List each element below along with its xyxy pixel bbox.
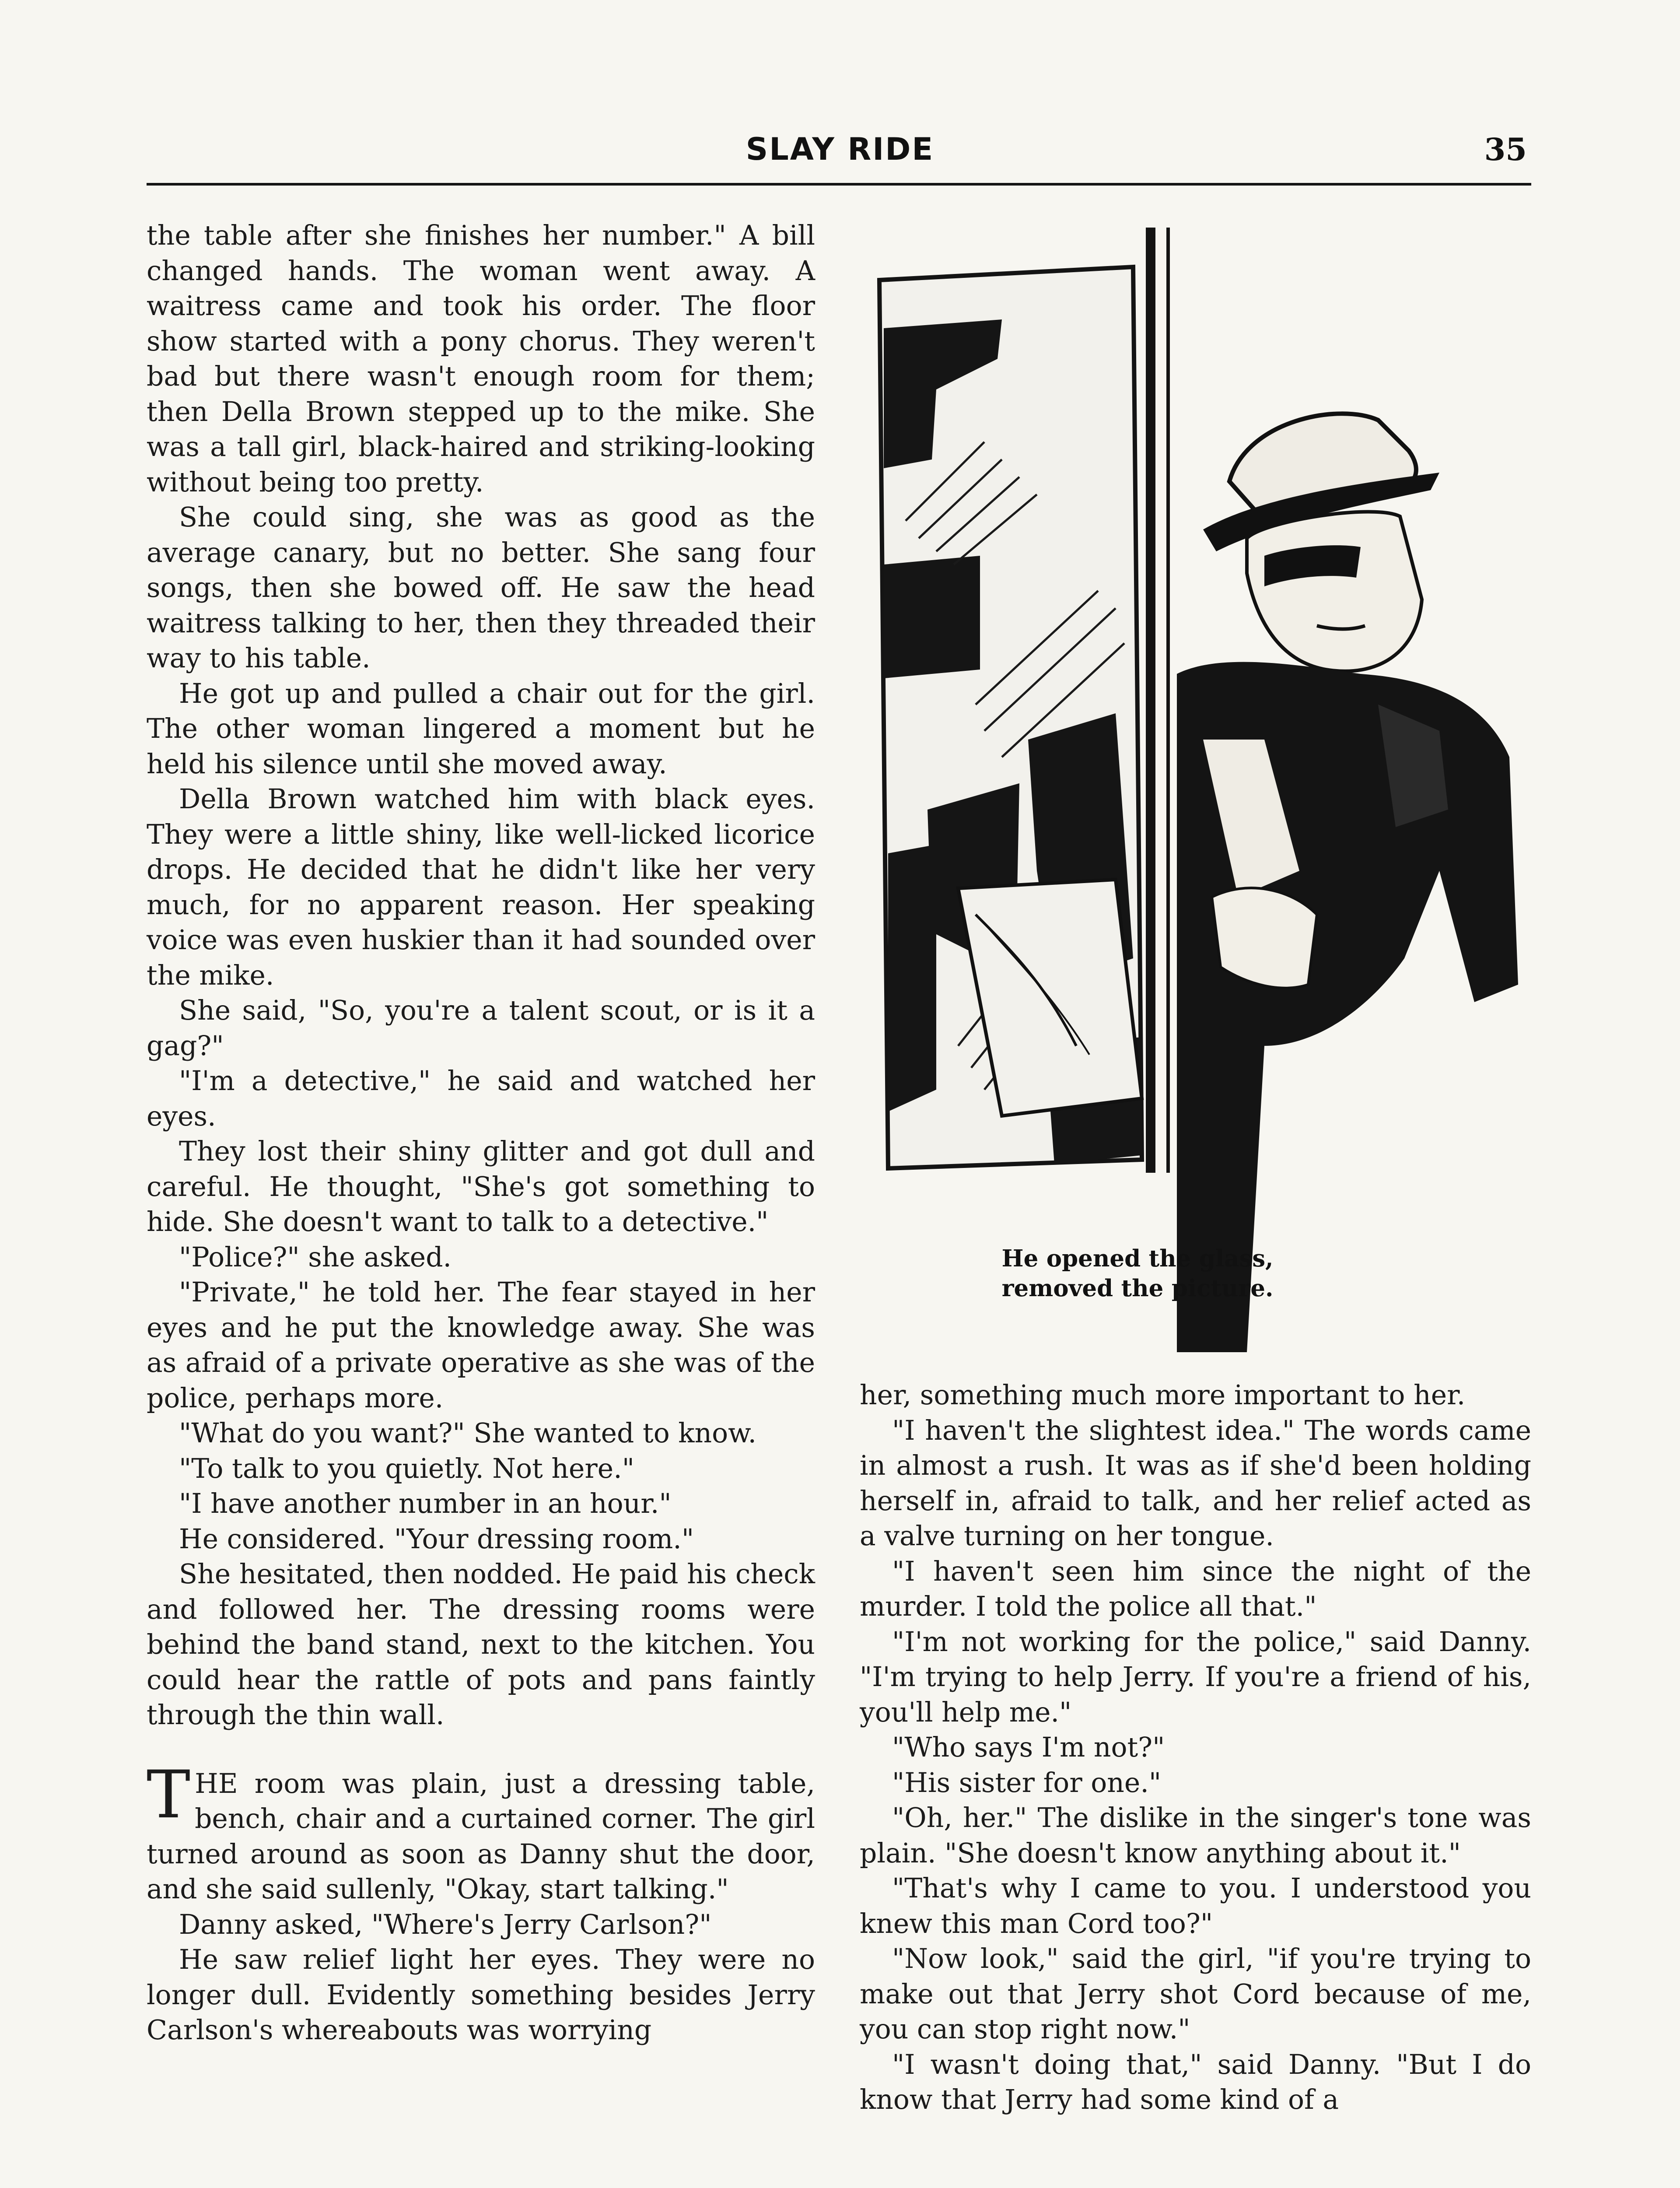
page-number: 35 bbox=[1484, 131, 1527, 168]
left-text-column bbox=[147, 218, 815, 2048]
paragraph: She said, "So, you're a talent scout, or is it a gag?" bbox=[147, 995, 815, 1062]
paragraph: "I haven't the slightest idea." The words came in almost a rush. It was as if she'd been holding herself in, afraid to talk, and her relief acted as a valve turning on her tongue. bbox=[860, 1414, 1531, 1552]
paragraph: "His sister for one." bbox=[892, 1767, 1162, 1799]
caption-line: removed the picture. bbox=[1001, 1275, 1274, 1302]
story-illustration bbox=[871, 214, 1536, 1352]
paragraph: "I'm a detective," he said and watched her eyes. bbox=[147, 1065, 815, 1132]
paragraph: "I'm not working for the police," said Danny. "I'm trying to help Jerry. If you're a friend of his, you'll help me." bbox=[860, 1626, 1531, 1728]
section-break bbox=[147, 1733, 815, 1766]
illustration-caption bbox=[932, 1244, 1343, 1303]
header-rule bbox=[147, 183, 1531, 186]
paragraph: the table after she finishes her number." A bill changed hands. The woman went away. A waitress came and took his order. The floor show started with a pony chorus. They weren't bad but there wasn't enough room for them; then Della Brown stepped up to the mike. She was a tall girl, black-haired and striking-looking without being too pretty. bbox=[147, 220, 815, 498]
paragraph: They lost their shiny glitter and got dull and careful. He thought, "She's got something to hide. She doesn't want to talk to a detective." bbox=[147, 1136, 815, 1238]
paragraph: her, something much more important to her. bbox=[860, 1379, 1466, 1411]
paragraph: "I have another number in an hour." bbox=[179, 1488, 672, 1519]
section-opening-paragraph bbox=[147, 1757, 815, 1907]
paragraph: He considered. "Your dressing room." bbox=[179, 1523, 694, 1555]
paragraph: He got up and pulled a chair out for the girl. The other woman lingered a moment but he held his silence until she moved away. bbox=[147, 677, 815, 780]
paragraph: "To talk to you quietly. Not here." bbox=[179, 1452, 635, 1484]
detective-figure bbox=[1177, 414, 1518, 1352]
paragraph: Danny asked, "Where's Jerry Carlson?" bbox=[179, 1908, 712, 1940]
caption-line: He opened the glass, bbox=[1001, 1245, 1274, 1272]
paragraph: "Oh, her." The dislike in the singer's tone was plain. "She doesn't know anything about it." bbox=[860, 1802, 1531, 1869]
running-title: SLAY RIDE bbox=[746, 131, 934, 167]
paragraph: Della Brown watched him with black eyes. They were a little shiny, like well-licked licorice drops. He decided that he didn't like her very much, for no apparent reason. Her speaking voice was even huskier than it had sounded over the mike. bbox=[147, 783, 815, 991]
paragraph: "Now look," said the girl, "if you're trying to make out that Jerry shot Cord because of me, you can stop right now." bbox=[860, 1943, 1531, 2045]
paragraph: "Private," he told her. The fear stayed in her eyes and he put the knowledge away. She was as afraid of a private operative as she was of the police, perhaps more. bbox=[147, 1276, 815, 1414]
paragraph: "Police?" she asked. bbox=[179, 1241, 452, 1273]
paragraph-text: HE room was plain, just a dressing table, bench, chair and a curtained corner. The girl turned around as soon as Danny shut the door, and she said sullenly, "Okay, start talking." bbox=[147, 1767, 815, 1905]
paragraph: "I haven't seen him since the night of the murder. I told the police all that." bbox=[860, 1555, 1531, 1622]
paragraph: She hesitated, then nodded. He paid his check and followed her. The dressing rooms were behind the band stand, next to the kitchen. You could hear the rattle of pots and pans faintly through the thin wall. bbox=[147, 1558, 815, 1731]
paragraph: "Who says I'm not?" bbox=[892, 1732, 1165, 1763]
paragraph: He saw relief light her eyes. They were no longer dull. Evidently something besides Jerry Carlson's whereabouts was worrying bbox=[147, 1944, 815, 2046]
paragraph: "That's why I came to you. I understood you knew this man Cord too?" bbox=[860, 1872, 1531, 1939]
drop-cap: T bbox=[147, 1757, 191, 1833]
paragraph: "What do you want?" She wanted to know. bbox=[179, 1417, 757, 1449]
right-text-column bbox=[860, 1378, 1531, 2118]
paragraph: "I wasn't doing that," said Danny. "But I do know that Jerry had some kind of a bbox=[860, 2048, 1531, 2115]
paragraph: She could sing, she was as good as the average canary, but no better. She sang four songs, then she bowed off. He saw the head waitress talking to her, then they threaded their way to his table. bbox=[147, 501, 815, 674]
